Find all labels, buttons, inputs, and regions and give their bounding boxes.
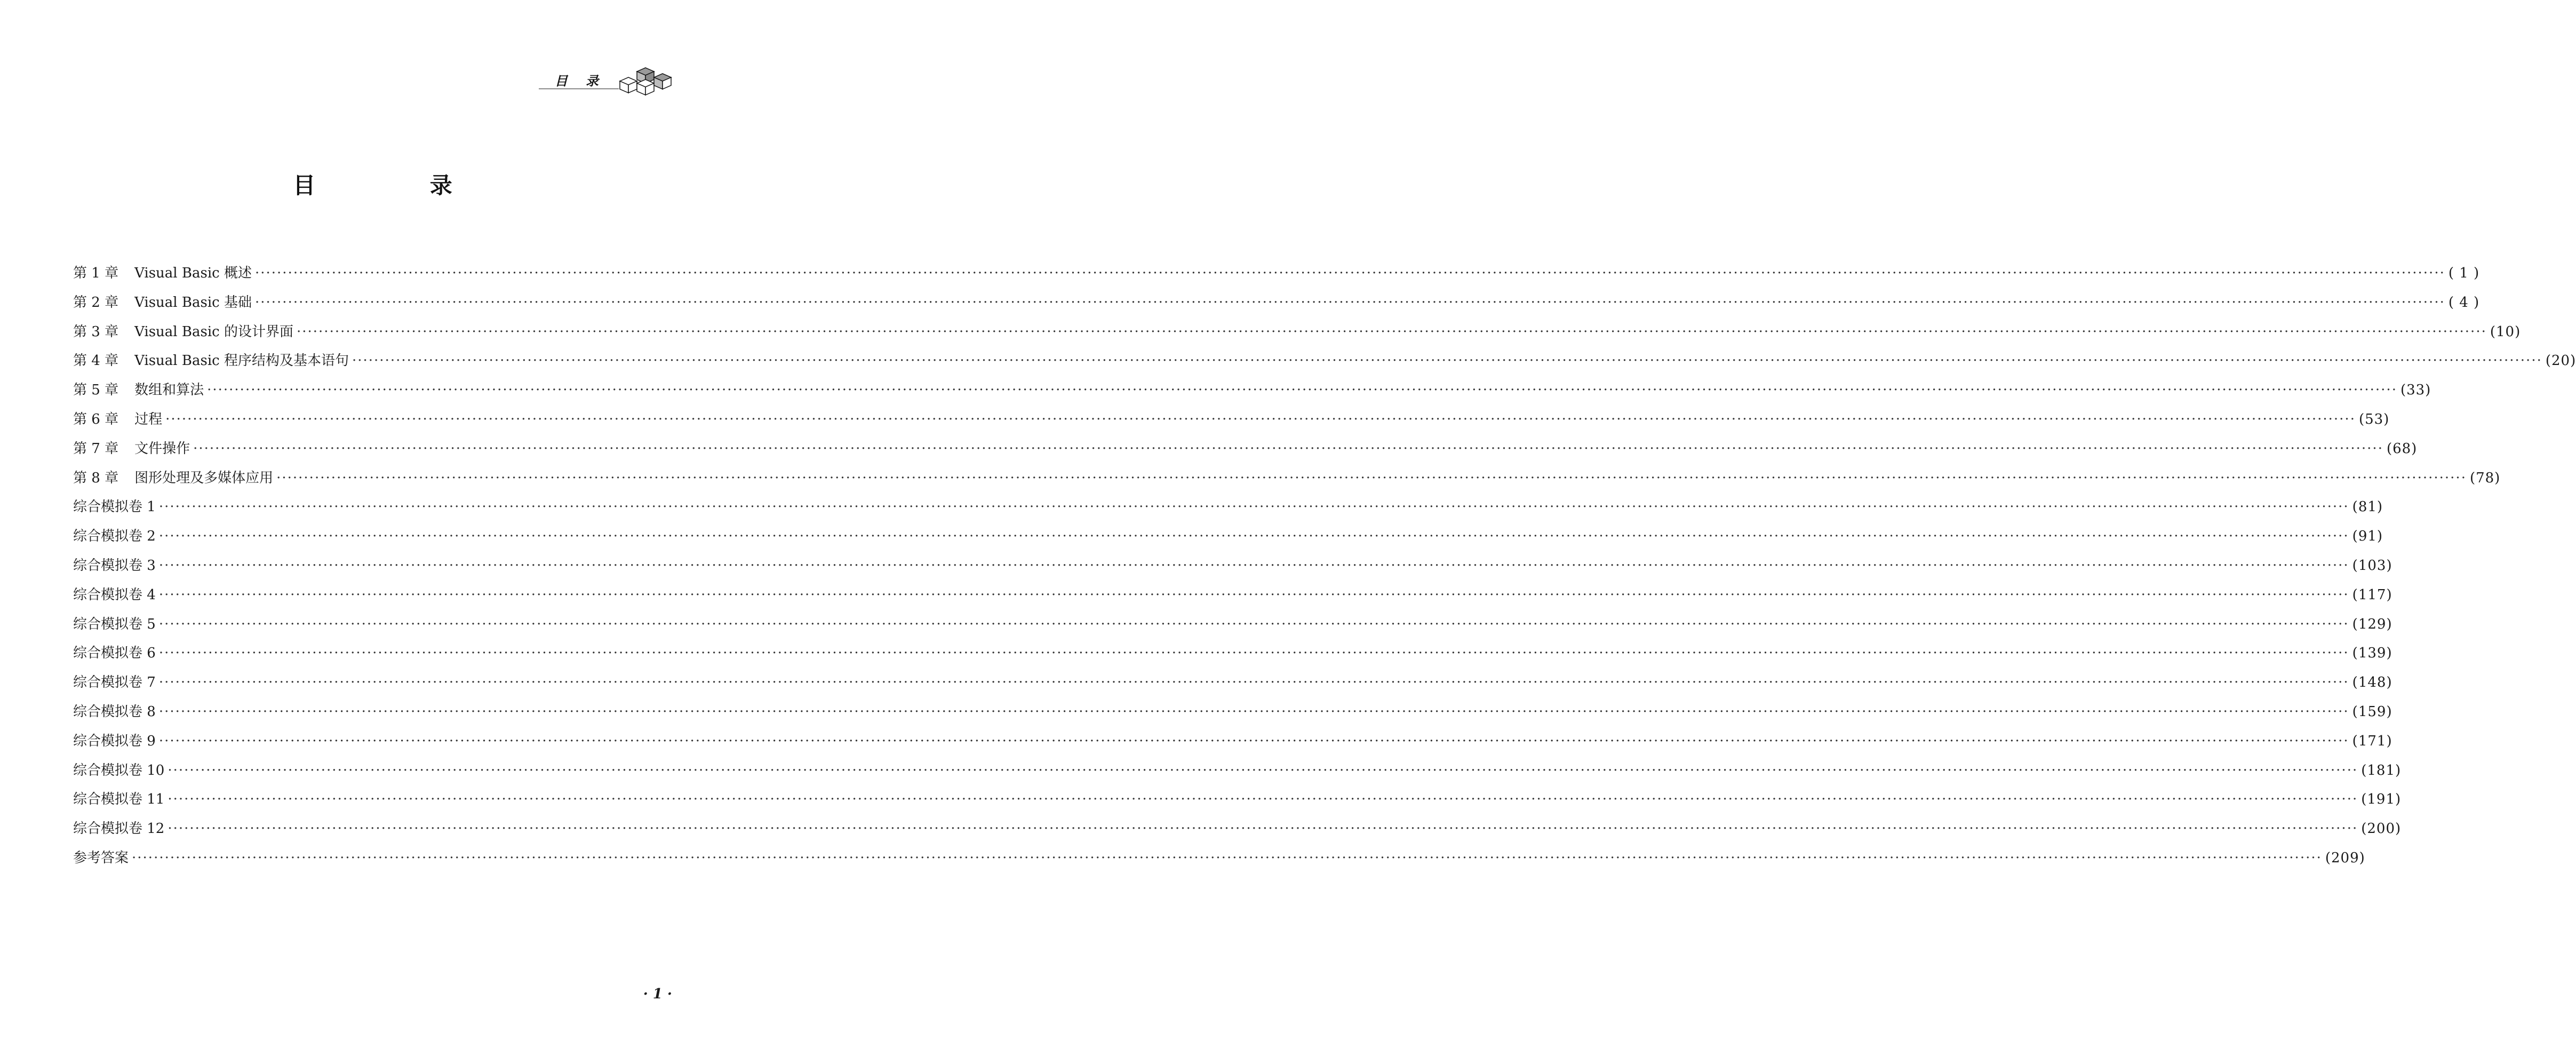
toc-entry[interactable] [73, 586, 2392, 616]
table-of-contents [73, 265, 2576, 879]
toc-entry[interactable] [73, 499, 2383, 528]
toc-entry[interactable] [73, 294, 2480, 324]
toc-entry-title-group [73, 382, 204, 398]
toc-entry[interactable] [73, 353, 2576, 382]
toc-entry-title-group [73, 295, 252, 311]
toc-entry-leader-dots: ················································································································································································································································································································································································································ [254, 265, 2445, 281]
toc-entry-title-group [73, 763, 164, 779]
toc-entry-page: (191) [2361, 791, 2402, 808]
toc-entry-page: (117) [2352, 586, 2392, 603]
toc-entry-title-group [73, 499, 156, 515]
toc-entry-title: Visual Basic 程序结构及基本语句 [134, 353, 349, 369]
toc-entry-page: (53) [2358, 411, 2390, 427]
toc-entry-chapter-label: 第 5 章 [73, 382, 119, 399]
toc-entry-page: (200) [2361, 821, 2402, 837]
toc-entry-chapter-label: 第 8 章 [73, 470, 119, 486]
toc-entry-title: 数组和算法 [134, 382, 204, 399]
toc-entry-title-group [73, 704, 156, 720]
toc-entry-title-group [73, 353, 349, 369]
toc-entry-title: 综合模拟卷 1 [73, 499, 156, 515]
toc-entry-leader-dots: ················································································································································································································································································································································································································ [158, 645, 2349, 662]
toc-entry-title: Visual Basic 基础 [134, 294, 252, 311]
toc-entry-page: (103) [2352, 557, 2392, 574]
toc-entry[interactable] [73, 557, 2392, 587]
toc-entry-title: 综合模拟卷 3 [73, 557, 156, 574]
toc-entry-leader-dots: ················································································································································································································································································································································································································ [158, 557, 2349, 574]
toc-entry-page: (91) [2352, 528, 2383, 545]
toc-entry-page: (81) [2352, 499, 2383, 515]
toc-entry-chapter-label: 第 4 章 [73, 353, 119, 369]
toc-entry-title-group [73, 733, 156, 749]
toc-entry-leader-dots: ················································································································································································································································································································································································································ [158, 733, 2349, 749]
toc-entry[interactable] [73, 762, 2402, 792]
toc-entry[interactable] [73, 703, 2392, 733]
toc-entry-title: 图形处理及多媒体应用 [134, 470, 274, 486]
toc-entry-title: 参考答案 [73, 849, 129, 866]
toc-entry-page: (129) [2352, 616, 2392, 632]
toc-entry-chapter-label: 第 6 章 [73, 411, 119, 427]
toc-entry-title-group [73, 645, 156, 661]
toc-entry-page: (181) [2361, 762, 2402, 779]
toc-entry[interactable] [73, 323, 2521, 353]
toc-entry-leader-dots: ················································································································································································································································································································································································································ [296, 323, 2487, 340]
toc-entry-title-group [73, 821, 164, 837]
toc-entry[interactable] [73, 382, 2431, 411]
cubes-decoration-icon [618, 64, 677, 96]
toc-entry-page: ( 4 ) [2448, 294, 2480, 311]
toc-entry-leader-dots: ················································································································································································································································································································································································································ [168, 762, 2358, 779]
toc-entry-title-group [73, 441, 190, 457]
toc-entry-leader-dots: ················································································································································································································································································································································································································ [254, 294, 2445, 311]
toc-entry-chapter-label: 第 2 章 [73, 294, 119, 311]
toc-entry-page: (10) [2490, 323, 2521, 340]
toc-entry[interactable] [73, 616, 2392, 646]
toc-entry-title: 综合模拟卷 4 [73, 586, 156, 603]
toc-entry-leader-dots: ················································································································································································································································································································································································································ [165, 411, 2356, 427]
toc-entry-leader-dots: ················································································································································································································································································································································································································ [276, 470, 2467, 486]
toc-entry-leader-dots: ················································································································································································································································································································································································································ [352, 353, 2542, 369]
toc-entry-leader-dots: ················································································································································································································································································································································································································ [158, 586, 2349, 603]
toc-entry[interactable] [73, 528, 2383, 558]
toc-entry-title: 综合模拟卷 5 [73, 616, 156, 632]
toc-entry-title-group [73, 791, 164, 807]
toc-entry-page: (171) [2352, 733, 2392, 749]
toc-entry-title-group [73, 587, 156, 603]
toc-entry-page: (20) [2545, 353, 2576, 369]
toc-entry-leader-dots: ················································································································································································································································································································································································································ [207, 382, 2397, 399]
toc-entry-page: ( 1 ) [2448, 265, 2480, 281]
toc-entry-title-group [73, 850, 129, 866]
toc-entry[interactable] [73, 645, 2392, 674]
toc-entry-chapter-label: 第 1 章 [73, 265, 119, 281]
toc-entry-leader-dots: ················································································································································································································································································································································································································ [168, 821, 2358, 837]
toc-entry-title: 综合模拟卷 2 [73, 528, 156, 545]
toc-entry-page: (159) [2352, 703, 2392, 720]
toc-entry[interactable] [73, 791, 2402, 821]
toc-entry-title: Visual Basic 的设计界面 [134, 323, 293, 340]
toc-entry-page: (78) [2469, 470, 2501, 486]
toc-entry-title: 综合模拟卷 12 [73, 821, 165, 837]
toc-entry-title: Visual Basic 概述 [134, 265, 252, 281]
toc-entry[interactable] [73, 821, 2402, 850]
toc-entry-page: (209) [2325, 849, 2365, 866]
toc-entry-leader-dots: ················································································································································································································································································································································································································ [158, 674, 2349, 691]
toc-entry-title-group [73, 411, 162, 427]
toc-entry-leader-dots: ················································································································································································································································································································································································································ [158, 616, 2349, 632]
toc-entry-leader-dots: ················································································································································································································································································································································································································ [168, 791, 2358, 808]
toc-entry[interactable] [73, 849, 2365, 879]
toc-entry-title: 综合模拟卷 9 [73, 733, 156, 749]
toc-entry-page: (33) [2400, 382, 2431, 399]
running-head [539, 66, 677, 98]
toc-entry-page: (148) [2352, 674, 2392, 691]
toc-entry-title: 文件操作 [134, 440, 190, 457]
toc-entry-title: 综合模拟卷 11 [73, 791, 165, 808]
toc-entry-leader-dots: ················································································································································································································································································································································································································ [158, 703, 2349, 720]
toc-entry[interactable] [73, 733, 2392, 763]
toc-entry-chapter-label: 第 7 章 [73, 440, 119, 457]
toc-entry[interactable] [73, 470, 2501, 499]
page-title: 目 录 [293, 172, 506, 199]
toc-entry-page: (68) [2386, 440, 2418, 457]
toc-entry-leader-dots: ················································································································································································································································································································································································································ [132, 849, 2322, 866]
toc-entry-leader-dots: ················································································································································································································································································································································································································ [158, 528, 2349, 545]
toc-entry-title-group [73, 324, 293, 340]
toc-entry-leader-dots: ················································································································································································································································································································································································································ [158, 499, 2349, 515]
toc-entry[interactable] [73, 674, 2392, 704]
toc-entry-title: 综合模拟卷 8 [73, 703, 156, 720]
toc-entry-title-group [73, 558, 156, 574]
toc-entry-leader-dots: ················································································································································································································································································································································································································ [193, 440, 2383, 457]
toc-entry-title: 综合模拟卷 10 [73, 762, 165, 779]
toc-entry-title: 综合模拟卷 6 [73, 645, 156, 662]
toc-entry-chapter-label: 第 3 章 [73, 323, 119, 340]
toc-entry-title-group [73, 616, 156, 632]
page-number: · 1 · [643, 986, 672, 1002]
toc-entry-title-group [73, 674, 156, 690]
toc-entry[interactable] [73, 265, 2480, 295]
toc-entry-title: 综合模拟卷 7 [73, 674, 156, 691]
running-head-text: 目录 [555, 74, 617, 89]
toc-entry-page: (139) [2352, 645, 2392, 662]
toc-entry[interactable] [73, 411, 2390, 441]
toc-entry-title-group [73, 470, 273, 486]
toc-entry-title-group [73, 528, 156, 544]
toc-entry-title: 过程 [134, 411, 163, 427]
toc-entry-title-group [73, 265, 252, 281]
toc-entry[interactable] [73, 440, 2418, 470]
